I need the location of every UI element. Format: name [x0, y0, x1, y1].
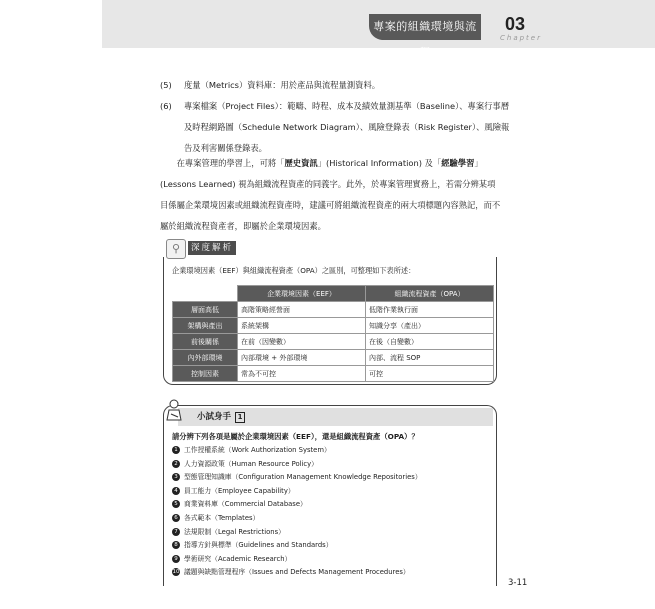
comparison-table — [172, 285, 494, 382]
quiz-question: 請分辨下列各項是屬於企業環境因素（EEF），還是組織流程資產（OPA）？ — [172, 432, 419, 441]
number-bullet: 7 — [172, 528, 180, 536]
chapter-word: Chapter — [500, 34, 542, 42]
number-bullet: 2 — [172, 460, 180, 468]
quiz-item-text: 型態管理知識庫（Configuration Management Knowledge Repositories） — [184, 473, 422, 482]
list-item — [172, 444, 422, 458]
quiz-item-text: 學術研究（Academic Research） — [184, 554, 292, 563]
number-bullet: 9 — [172, 555, 180, 563]
number-bullet: 10 — [172, 569, 180, 576]
chapter-number: 03 — [505, 14, 526, 34]
list-item — [172, 498, 422, 512]
number-bullet: 5 — [172, 500, 180, 508]
body-paragraph — [160, 153, 503, 237]
number-bullet: 4 — [172, 487, 180, 495]
column-header-opa: 組織流程資產（OPA） — [366, 286, 494, 302]
column-header-eef: 企業環境因素（EEF） — [238, 286, 366, 302]
number-bullet: 1 — [172, 446, 180, 454]
eef-cell: 內部環境 + 外部環境 — [238, 350, 366, 366]
quiz-item-text: 工作授權系統（Work Authorization System） — [184, 446, 331, 454]
deep-analysis-label: 深度解析 — [188, 241, 236, 255]
term-lessons-learned: 經驗學習 — [441, 158, 475, 168]
item-text: 度量（Metrics）資料庫：用於產品與流程量測資料。 — [184, 80, 381, 90]
eef-cell: 在前（因變數） — [238, 334, 366, 350]
paragraph-text-1: 在專案管理的學習上，可將「 — [176, 158, 285, 168]
row-header: 層面高低 — [173, 302, 238, 318]
deep-analysis-tag — [166, 239, 240, 257]
list-item-6 — [160, 96, 510, 156]
quiz-item-text: 議題與缺點管理程序（Issues and Defects Management Procedures） — [184, 568, 410, 577]
quiz-item-text: 指導方針與標準（Guidelines and Standards） — [184, 541, 333, 550]
table-corner — [173, 286, 238, 302]
number-bullet: 6 — [172, 514, 180, 522]
term-historical-information: 歷史資訊 — [284, 158, 318, 168]
page-number: 3-11 — [508, 578, 528, 588]
quiz-item-text: 員工能力（Employee Capability） — [184, 486, 295, 495]
number-bullet: 3 — [172, 473, 180, 481]
quiz-title-text: 小試身手 — [197, 412, 232, 422]
list-item — [172, 512, 422, 526]
chapter-title: 專案的組織環境與流程 — [373, 20, 477, 59]
list-item — [172, 539, 422, 553]
table-row — [173, 334, 494, 350]
item-text: 專案檔案（Project Files）：範疇、時程、成本及績效量測基準（Baseline）、專案行事曆及時程網路圖（Schedule Network Diagram）、風險登錄表（Risk Register）、風險報告及利害關係登錄表。 — [184, 101, 510, 153]
table-row — [173, 302, 494, 318]
opa-cell: 內部、流程 SOP — [366, 350, 494, 366]
list-item — [172, 471, 422, 485]
opa-cell: 知識分享（產出） — [366, 318, 494, 334]
table-row — [173, 350, 494, 366]
item-number: (6) — [160, 101, 172, 111]
paragraph-text-2: 」(Historical Information) 及「 — [317, 158, 442, 168]
opa-cell: 可控 — [366, 366, 494, 382]
pencil-person-icon — [165, 399, 183, 421]
table-row — [173, 366, 494, 382]
quiz-item-text: 各式範本（Templates） — [184, 513, 260, 522]
paragraph-text-3: 」(Lessons Learned) 視為組織流程資產的同義字。此外，於專案管理實務上，若需分辨某項目係屬企業環境因素或組織流程資產時，建議可將組織流程資產的兩大項標題內容熟記，而不屬於組織流程資產者，即屬於企業環境因素。 — [160, 158, 501, 231]
eef-cell: 常為不可控 — [238, 366, 366, 382]
list-item — [172, 526, 422, 540]
quiz-title — [197, 410, 245, 423]
eef-cell: 高階策略經營面 — [238, 302, 366, 318]
row-header: 控制因素 — [173, 366, 238, 382]
number-bullet: 8 — [172, 541, 180, 549]
list-item — [172, 566, 422, 580]
list-item — [172, 553, 422, 567]
row-header: 內外部環境 — [173, 350, 238, 366]
list-item — [172, 485, 422, 499]
row-header: 前後關係 — [173, 334, 238, 350]
magnifier-icon: ⚲ — [166, 239, 186, 259]
quiz-item-text: 人力資源政策（Human Resource Policy） — [184, 459, 318, 468]
opa-cell: 低階作業執行面 — [366, 302, 494, 318]
list-item — [172, 458, 422, 472]
quiz-number: 1 — [235, 412, 245, 423]
deep-analysis-description: 企業環境因素（EEF）與組織流程資產（OPA）之區別，可整理如下表所述： — [172, 266, 416, 275]
row-header: 架構與產出 — [173, 318, 238, 334]
table-header-row — [173, 286, 494, 302]
table-row — [173, 318, 494, 334]
item-number: (5) — [160, 80, 172, 90]
opa-cell: 在後（自變數） — [366, 334, 494, 350]
quiz-item-text: 商業資料庫（Commercial Database） — [184, 500, 307, 509]
quiz-item-text: 法規限制（Legal Restrictions） — [184, 527, 285, 536]
quiz-list — [172, 444, 422, 580]
list-item-5 — [160, 75, 505, 96]
eef-cell: 系統架構 — [238, 318, 366, 334]
